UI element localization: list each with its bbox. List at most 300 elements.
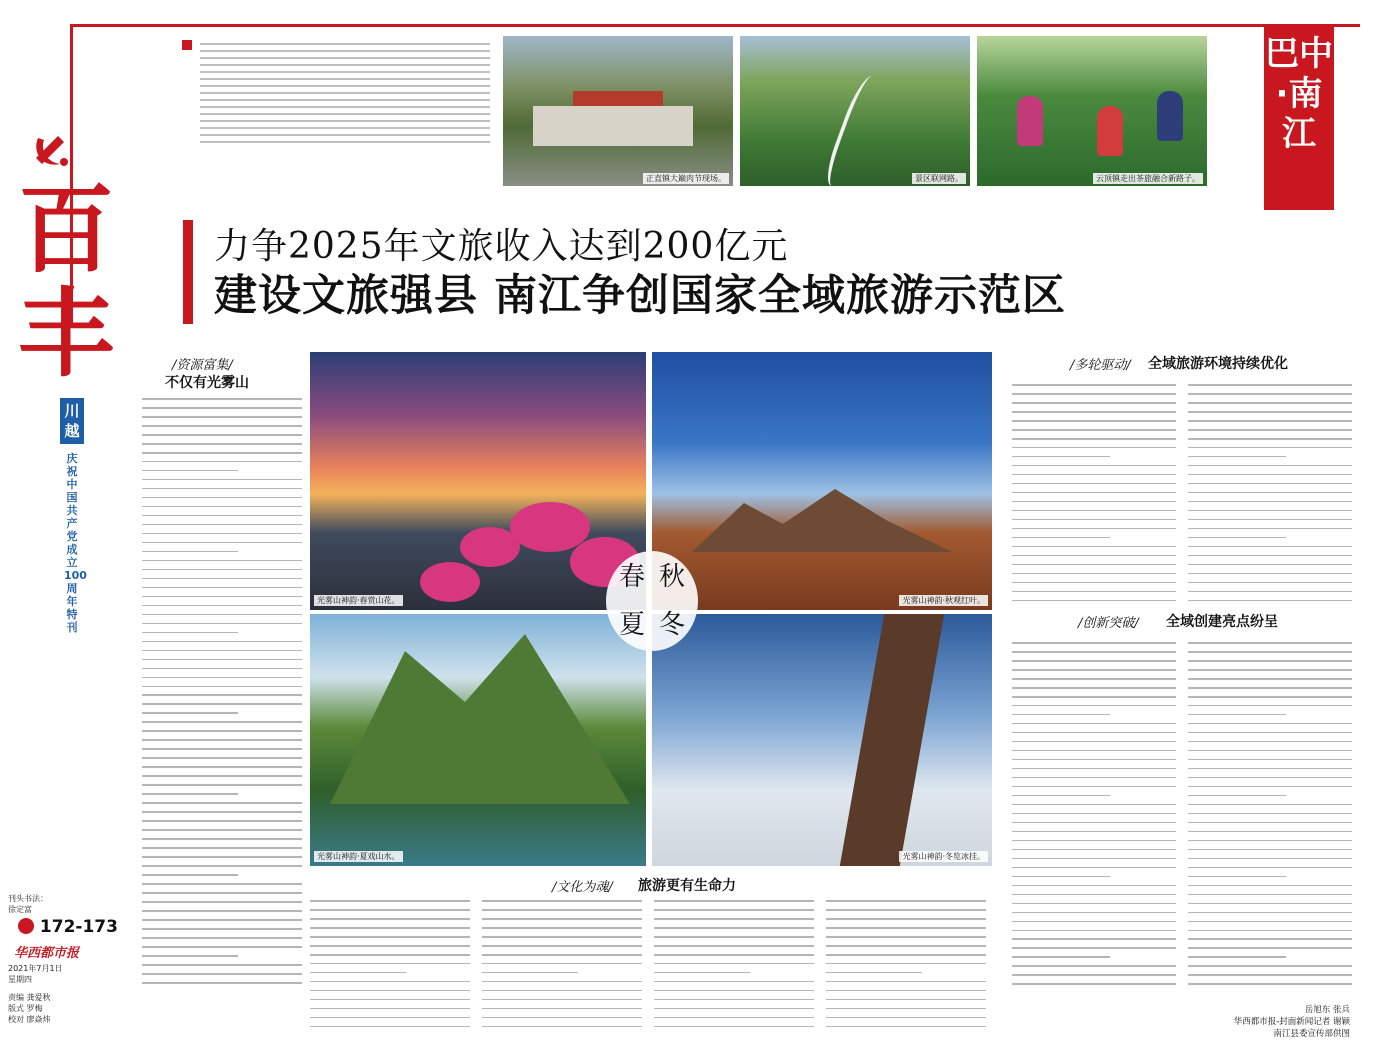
text-line [1012,912,1176,914]
text-line [310,963,470,965]
text-line [142,416,302,418]
photo-summer [310,614,646,866]
text-line [142,668,302,670]
masthead-top-rule [70,24,1360,27]
text-line [1188,813,1352,815]
text-line [310,954,470,956]
text-line [1188,687,1352,689]
text-line [1188,573,1352,575]
text-line [1012,759,1176,761]
text-line [826,963,986,965]
text-line [142,865,302,867]
text-line [1188,965,1352,967]
text-line [1012,768,1176,770]
text-line [1188,492,1352,494]
text-line [142,542,302,544]
text-line [1188,714,1286,716]
text-line [1188,903,1352,905]
text-line [1188,723,1352,725]
text-line [1188,831,1352,833]
text-line [1188,750,1352,752]
text-line [1012,930,1176,932]
designer-credit: 版式 罗梅 [8,1004,43,1013]
text-line [654,1017,814,1019]
text-line [482,1008,642,1010]
text-line [1188,519,1352,521]
text-line [1188,501,1352,503]
text-line [310,900,470,902]
text-line [1188,849,1352,851]
text-line [142,569,302,571]
text-line [1012,465,1176,467]
text-line [1012,732,1176,734]
text-line [654,1008,814,1010]
text-line [1188,555,1352,557]
text-line [142,694,302,696]
text-line [654,963,814,965]
text-line [142,623,302,625]
text-line [142,910,302,912]
paper-name: 华西都市报 [14,946,80,961]
party-emblem-icon [28,128,72,172]
text-line [1012,384,1176,386]
text-line [654,999,814,1001]
text-line [310,909,470,911]
text-line [1188,642,1352,644]
text-line [1188,759,1352,761]
text-line [142,650,302,652]
text-line [1012,804,1176,806]
text-line [1188,867,1352,869]
text-line [482,909,642,911]
text-line [1012,840,1176,842]
text-line [142,452,302,454]
byline-authors: 岳旭东 张兵 [1304,1005,1350,1015]
text-line [654,936,814,938]
text-line [142,748,302,750]
section-title: 不仅有光雾山 [165,375,249,391]
text-line [142,973,302,975]
text-line [1012,750,1176,752]
text-line [1012,876,1110,878]
text-line [1012,921,1176,923]
text-line [482,990,642,992]
text-line [826,972,922,974]
photo-autumn [652,352,992,610]
section-title: 全域创建亮点纷呈 [1166,614,1278,630]
text-line [142,955,238,957]
text-line [1188,741,1352,743]
text-line [654,990,814,992]
text-line [1188,795,1286,797]
text-line [1188,876,1286,878]
text-line [310,981,470,983]
text-line [142,946,302,948]
text-line [142,829,302,831]
text-line [142,461,302,463]
text-line [1188,678,1352,680]
text-line [826,990,986,992]
text-line [654,1026,814,1028]
headline-kicker: 力争2025年文旅收入达到200亿元 [214,226,789,267]
byline-photo-credit: 南江县委宣传部供图 [1273,1029,1350,1039]
text-line [142,766,302,768]
text-line [142,407,302,409]
text-line [1012,546,1176,548]
text-line [142,721,302,723]
text-line [1012,696,1176,698]
text-line [482,945,642,947]
text-line [142,730,302,732]
text-line [142,677,302,679]
text-line [310,1017,470,1019]
text-line [1012,795,1110,797]
text-line [826,999,986,1001]
text-line [826,909,986,911]
article-column-2 [310,900,470,1035]
photo-tea-garden [977,36,1207,186]
text-line [1188,564,1352,566]
intro-paragraph [200,38,490,188]
text-line [826,1017,986,1019]
text-line [1012,555,1176,557]
text-line [142,856,302,858]
text-line [1012,591,1176,593]
text-line [1012,813,1176,815]
text-line [310,945,470,947]
text-line [1012,573,1176,575]
text-line [1188,974,1352,976]
text-line [1188,660,1352,662]
text-line [1188,546,1352,548]
text-line [1188,393,1352,395]
text-line [482,954,642,956]
text-line [1012,402,1176,404]
text-line [1012,582,1176,584]
text-line [142,443,302,445]
text-line [826,945,986,947]
text-line [1188,591,1352,593]
text-line [1012,849,1176,851]
series-tag: 川越 [60,398,84,444]
text-line [1188,447,1352,449]
text-line [1188,600,1352,602]
text-line [142,533,302,535]
text-line [1012,903,1176,905]
seasons-badge [606,551,698,651]
text-line [142,560,302,562]
text-line [1012,956,1110,958]
text-line [142,659,302,661]
masthead-title: 百丰 [18,174,114,390]
text-line [1188,420,1352,422]
text-line [310,1026,470,1028]
section-tag: /文化为魂/ [552,880,613,895]
section-title: 旅游更有生命力 [638,878,736,894]
section-tag: /多轮驱动/ [1070,358,1131,373]
text-line [1188,921,1352,923]
region-banner: 巴中·南江 [1264,26,1334,210]
text-line [1188,438,1352,440]
text-line [1188,822,1352,824]
text-line [1188,894,1352,896]
season-summer: 夏 [618,610,645,640]
text-line [1188,696,1352,698]
text-line [826,900,986,902]
text-line [1012,393,1176,395]
text-line [1012,965,1176,967]
text-line [1012,723,1176,725]
text-line [142,524,302,526]
page-number: 172-173 [18,917,118,937]
text-line [142,398,302,400]
headline-main: 建设文旅强县 南江争创国家全域旅游示范区 [214,271,1066,321]
text-line [1188,429,1352,431]
text-line [1012,983,1176,985]
text-line [142,739,302,741]
text-line [1012,714,1110,716]
photo-festival [503,36,733,186]
text-line [142,703,302,705]
photo-caption: 景区联网路。 [912,173,966,184]
text-line [482,972,578,974]
text-line [1188,651,1352,653]
text-line [1012,974,1176,976]
text-line [654,909,814,911]
text-line [142,578,302,580]
text-line [142,982,302,984]
text-line [142,784,302,786]
text-line [142,686,302,688]
text-line [482,981,642,983]
text-line [1012,411,1176,413]
text-line [1188,528,1352,530]
byline-reporter: 华西都市报-封面新闻记者 谢颖 [1233,1017,1350,1027]
text-line [654,954,814,956]
text-line [1012,447,1176,449]
text-line [1188,537,1286,539]
text-line [654,945,814,947]
text-line [142,919,302,921]
text-line [1188,732,1352,734]
text-line [310,927,470,929]
text-line [1012,822,1176,824]
text-line [482,999,642,1001]
article-column-8 [1012,642,1176,992]
text-line [1188,465,1352,467]
text-line [1188,947,1352,949]
headline-bar [183,220,193,324]
photo-caption: 光雾山神韵·冬览冰挂。 [899,851,988,862]
season-autumn: 秋 [658,562,685,592]
text-line [142,479,302,481]
text-line [1188,804,1352,806]
text-line [142,587,302,589]
photo-winter [652,614,992,866]
text-line [1012,938,1176,940]
text-line [1012,831,1176,833]
text-line [1188,483,1352,485]
text-line [142,497,302,499]
text-line [310,1008,470,1010]
article-column-6 [1012,384,1176,609]
section-tag: /创新突破/ [1078,616,1139,631]
text-line [826,1026,986,1028]
series-subtitle: 庆祝中国共产党成立100周年特刊 [64,452,87,634]
text-line [142,820,302,822]
text-line [1188,456,1286,458]
text-line [826,936,986,938]
text-line [142,506,302,508]
text-line [1188,840,1352,842]
section-tag: /资源富集/ [172,358,233,373]
text-line [482,927,642,929]
text-line [142,793,238,795]
text-line [1012,564,1176,566]
text-line [310,990,470,992]
text-line [142,757,302,759]
text-line [142,605,302,607]
text-line [1012,456,1110,458]
text-line [1188,510,1352,512]
text-line [826,927,986,929]
article-column-3 [482,900,642,1035]
text-line [142,928,302,930]
text-line [1012,474,1176,476]
text-line [142,838,302,840]
text-line [1188,938,1352,940]
text-line [1012,483,1176,485]
text-line [142,937,302,939]
text-line [1012,669,1176,671]
text-line [826,1008,986,1010]
text-line [482,918,642,920]
text-line [826,981,986,983]
text-line [826,918,986,920]
text-line [142,892,302,894]
text-line [142,551,238,553]
text-line [1012,651,1176,653]
text-line [482,1026,642,1028]
text-line [1188,930,1352,932]
text-line [1012,642,1176,644]
issue-date: 2021年7月1日 [8,964,63,973]
article-column-9 [1188,642,1352,992]
text-line [1012,429,1176,431]
photo-caption: 云顶镇走出茶旅融合新路子。 [1093,173,1203,184]
intro-marker-icon [182,40,192,50]
text-line [1012,420,1176,422]
text-line [1012,786,1176,788]
text-line [1012,660,1176,662]
text-line [654,918,814,920]
text-line [1012,528,1176,530]
editor-credit: 责编 龚爱秋 [8,993,51,1002]
text-line [1188,669,1352,671]
text-line [1188,768,1352,770]
text-line [654,981,814,983]
text-line [1012,492,1176,494]
text-line [142,811,302,813]
text-line [1188,582,1352,584]
photo-caption: 正直镇大巅肉节现场。 [643,173,729,184]
text-line [1012,678,1176,680]
section-title: 全域旅游环境持续优化 [1148,356,1288,372]
text-line [142,425,302,427]
page-dot-icon [18,918,34,934]
text-line [1012,600,1176,602]
text-line [654,972,750,974]
text-line [482,900,642,902]
text-line [142,614,302,616]
photo-caption: 光雾山神韵·夏戏山水。 [314,851,403,862]
text-line [142,883,302,885]
article-column-5 [826,900,986,1035]
proofreader-credit: 校对 廖焱炜 [8,1015,51,1024]
text-line [142,874,238,876]
text-line [142,488,302,490]
text-line [310,918,470,920]
text-line [142,434,302,436]
season-winter: 冬 [658,610,685,640]
text-line [1012,885,1176,887]
text-line [1188,402,1352,404]
article-column-1 [142,398,302,991]
issue-label: 刊头书法： [8,894,48,903]
photo-spring [310,352,646,610]
text-line [142,775,302,777]
text-line [1188,411,1352,413]
text-line [142,802,302,804]
issue-author: 徐定富 [8,905,32,914]
text-line [142,847,302,849]
text-line [142,712,238,714]
text-line [142,470,238,472]
article-column-7 [1188,384,1352,609]
text-line [826,954,986,956]
text-line [1188,705,1352,707]
text-line [1188,384,1352,386]
article-column-4 [654,900,814,1035]
text-line [1012,501,1176,503]
text-line [1188,885,1352,887]
text-line [142,901,302,903]
text-line [310,999,470,1001]
text-line [1012,537,1110,539]
text-line [1012,947,1176,949]
text-line [1012,705,1176,707]
text-line [482,963,642,965]
text-line [1012,741,1176,743]
text-line [142,596,302,598]
photo-scenic-road [740,36,970,186]
text-line [1012,867,1176,869]
text-line [1188,912,1352,914]
text-line [142,632,238,634]
text-line [482,936,642,938]
text-line [142,515,302,517]
text-line [310,936,470,938]
text-line [142,964,302,966]
text-line [310,972,406,974]
issue-weekday: 星期四 [8,975,32,984]
text-line [1188,786,1352,788]
photo-caption: 光雾山神韵·春赏山花。 [314,595,403,606]
text-line [1188,858,1352,860]
photo-caption: 光雾山神韵·秋观红叶。 [899,595,988,606]
text-line [482,1017,642,1019]
text-line [1012,438,1176,440]
